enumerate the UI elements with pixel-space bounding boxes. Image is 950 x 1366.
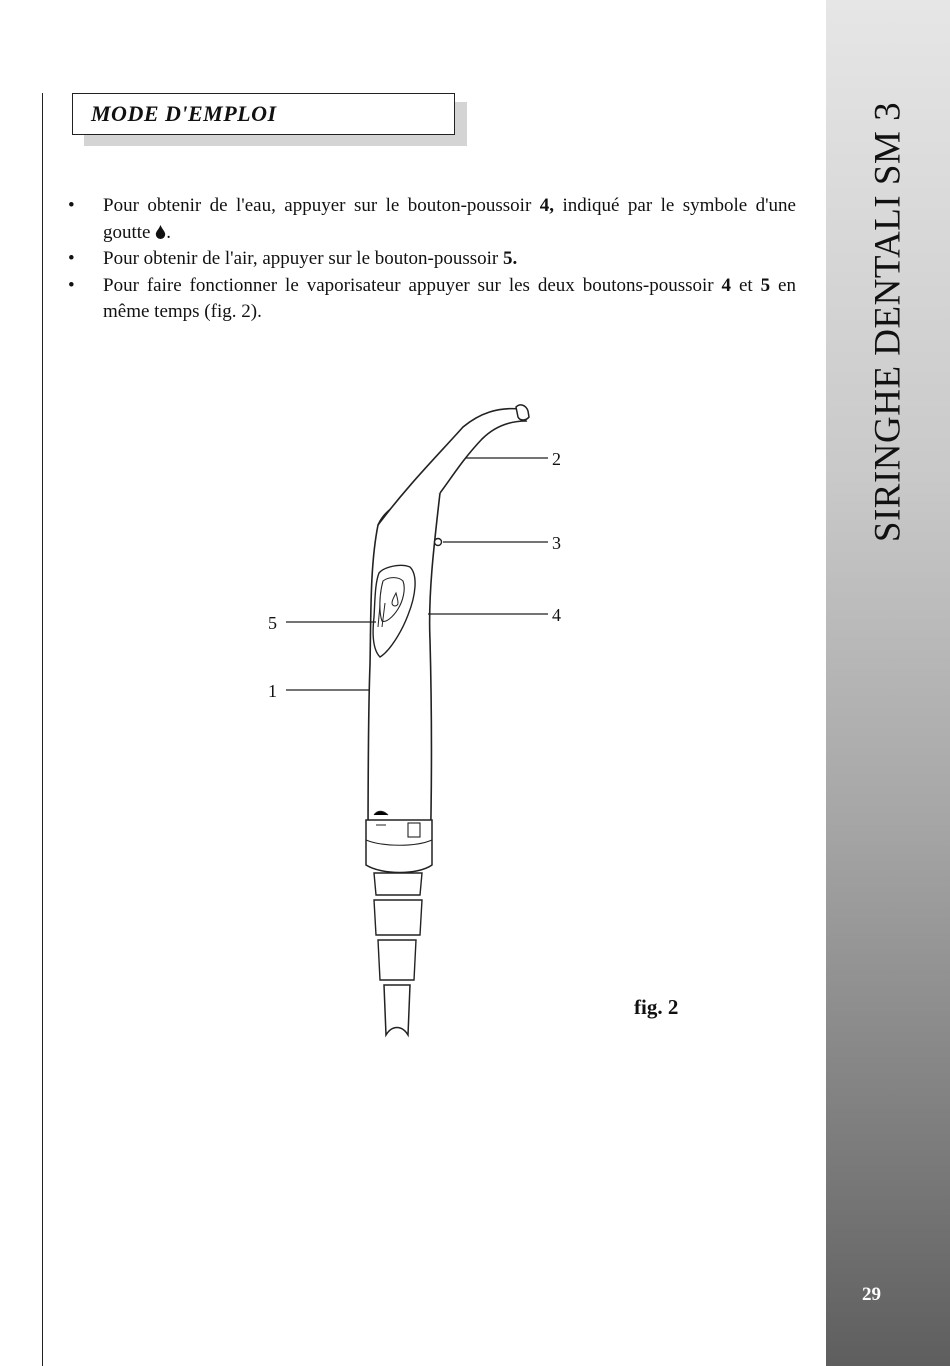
sidebar-title: SIRINGHE DENTALI SM 3 — [867, 101, 909, 543]
instruction-bold: 5 — [760, 274, 771, 296]
instruction-item — [60, 193, 796, 246]
instruction-list — [60, 193, 796, 326]
syringe-tip-icon — [516, 405, 529, 420]
bullet: • — [68, 274, 75, 296]
water-drop-icon — [155, 225, 166, 239]
syringe-handle-icon — [368, 493, 440, 865]
instruction-text: Pour obtenir de l'air, appuyer sur le bouton-poussoir — [103, 248, 504, 269]
instruction-text: en même temps (fig. 2). — [103, 274, 796, 322]
page-number: 29 — [862, 1284, 881, 1305]
section-heading-box — [72, 93, 455, 135]
instruction-text: et — [731, 274, 761, 296]
left-margin-rule — [42, 93, 43, 1366]
instruction-text: indiqué par le symbole d'une goutte — [103, 195, 796, 243]
syringe-neck-icon — [378, 409, 526, 525]
figure-caption: fig. 2 — [634, 995, 679, 1019]
callout-1: 1 — [268, 681, 277, 701]
instruction-bold: 5. — [503, 248, 518, 269]
callout-5: 5 — [268, 613, 277, 633]
bullet: • — [68, 195, 75, 216]
instruction-bold: 4, — [539, 195, 554, 216]
syringe-figure — [258, 395, 588, 1045]
instruction-item — [60, 273, 796, 326]
callout-4: 4 — [552, 605, 561, 625]
instruction-text: Pour faire fonctionner le vaporisateur appuyer sur les deux boutons-poussoir — [103, 274, 722, 296]
syringe-collar-icon — [366, 820, 432, 873]
callout-3: 3 — [552, 533, 561, 553]
instruction-bold: 4 — [721, 274, 732, 296]
instruction-text: . — [166, 221, 171, 243]
bullet: • — [68, 248, 75, 269]
section-heading: MODE D'EMPLOI — [91, 101, 277, 126]
hose-icon — [384, 985, 410, 1035]
instruction-item — [60, 246, 796, 273]
instruction-text: Pour obtenir de l'eau, appuyer sur le bouton-poussoir — [103, 195, 540, 216]
callout-2: 2 — [552, 449, 561, 469]
